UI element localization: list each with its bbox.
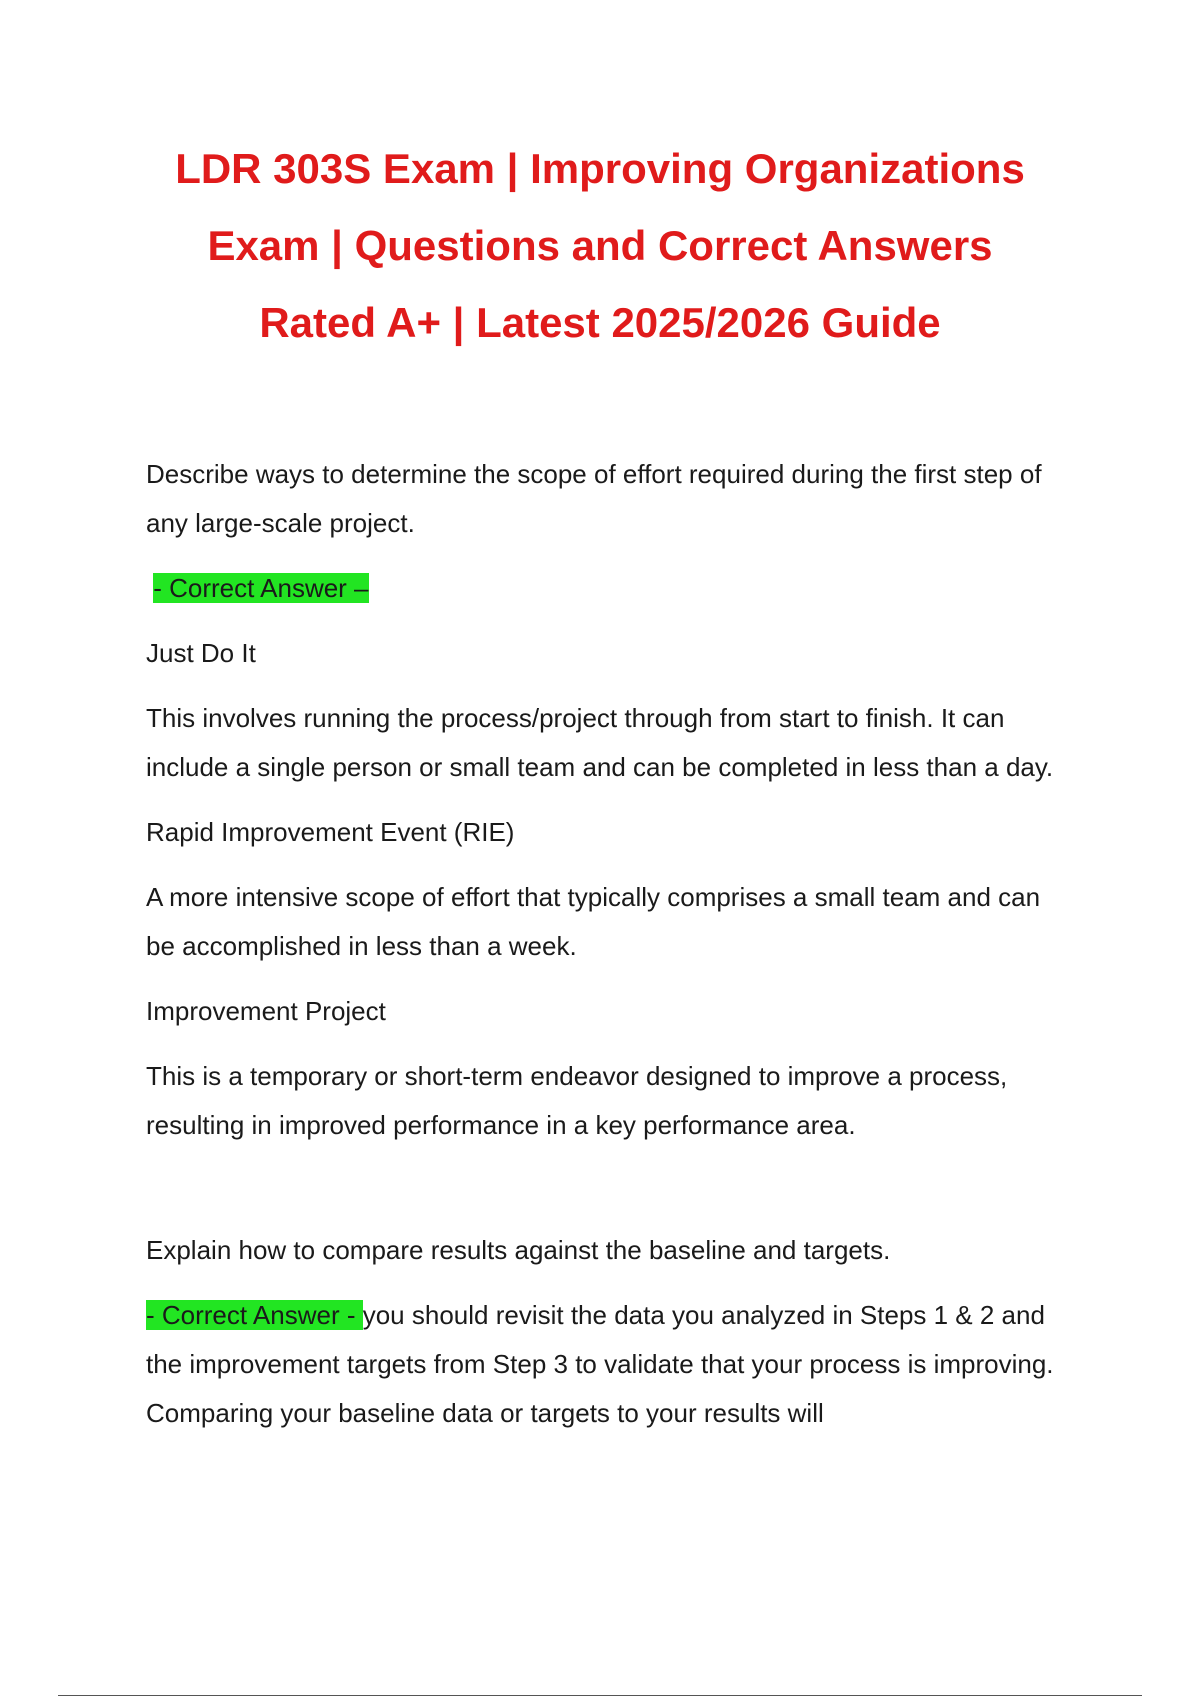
answer-description: A more intensive scope of effort that typically comprises a small team and can be accomplished in less than a week. <box>146 882 1041 961</box>
answer-highlight: - Correct Answer – <box>153 573 369 603</box>
answer-highlight: - Correct Answer - <box>146 1300 363 1330</box>
document-title <box>100 130 1100 361</box>
title-line-3: Rated A+ | Latest 2025/2026 Guide <box>259 299 941 346</box>
answer-term: Just Do It <box>146 638 256 668</box>
answer-term: Rapid Improvement Event (RIE) <box>146 817 515 847</box>
answer-2-text: you should revisit the data you analyzed in Steps 1 & 2 and the improvement targets from Step 3 to validate that your process is improving. Comparing your baseline data or targets to your results will <box>146 1300 1054 1428</box>
answer-1-label-row <box>146 564 1076 613</box>
title-line-2: Exam | Questions and Correct Answers <box>207 222 993 269</box>
answer-description: This involves running the process/project through from start to finish. It can include a single person or small team and can be completed in less than a day. <box>146 703 1054 782</box>
title-line-1: LDR 303S Exam | Improving Organizations <box>175 145 1025 192</box>
section-spacer <box>146 1166 1076 1226</box>
answer-2 <box>146 1291 1076 1438</box>
question-2: Explain how to compare results against the baseline and targets. <box>146 1235 891 1265</box>
answer-term: Improvement Project <box>146 996 386 1026</box>
question-1: Describe ways to determine the scope of effort required during the first step of any large-scale project. <box>146 459 1042 538</box>
answer-description: This is a temporary or short-term endeavor designed to improve a process, resulting in improved performance in a key performance area. <box>146 1061 1008 1140</box>
page-bottom-rule <box>58 1695 1142 1696</box>
document-body <box>146 450 1076 1454</box>
